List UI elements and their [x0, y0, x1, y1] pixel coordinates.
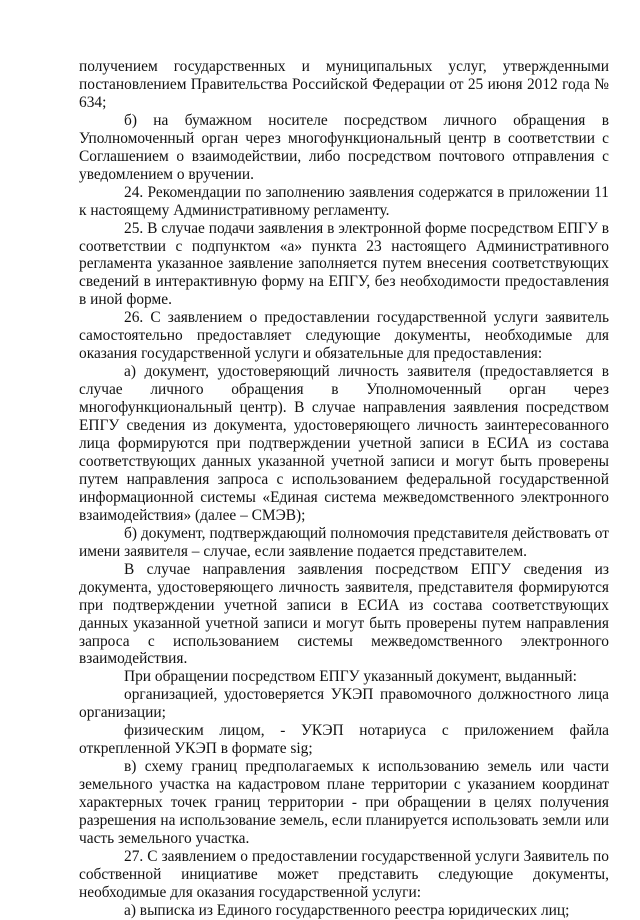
paragraph-item-b-paper: б) на бумажном носителе посредством личного обращения в Уполномоченный орган через многофункциональный центр в соответствии с Соглашением о взаимодействии, либо посредством почтового отправления с уведомлением о вручении.	[79, 111, 609, 183]
paragraph-individual: физическим лицом, - УКЭП нотариуса с приложением файла открепленной УКЭП в формате sig;	[79, 722, 609, 758]
paragraph-26-item-a: а) документ, удостоверяющий личность заявителя (предоставляется в случае личного обращения в Уполномоченный орган через многофункциональный центр). В случае направления заявления посредством ЕПГУ сведения из документа, удостоверяющего личность заинтересованного лица формируются при подтверждении учетной записи в ЕСИА из состава соответствующих данных указанной учетной записи и могут быть проверены путем направления запроса с использованием федеральной государственной информационной системы «Единая система межведомственного электронного взаимодействия» (далее – СМЭВ);	[79, 363, 609, 524]
paragraph-24: 24. Рекомендации по заполнению заявления содержатся в приложении 11 к настоящему Административному регламенту.	[79, 183, 609, 219]
paragraph-epgu-issued: При обращении посредством ЕПГУ указанный документ, выданный:	[124, 668, 577, 686]
paragraph-26-item-b: б) документ, подтверждающий полномочия представителя действовать от имени заявителя – случае, если заявление подается представителем.	[79, 524, 609, 560]
paragraph-25: 25. В случае подачи заявления в электронной форме посредством ЕПГУ в соответствии с подпунктом «а» пункта 23 настоящего Административного регламента указанное заявление заполняется путем внесения соответствующих сведений в интерактивную форму на ЕПГУ, без необходимости предоставления в иной форме.	[79, 219, 609, 309]
paragraph-27-item-a: а) выписка из Единого государственного реестра юридических лиц;	[124, 901, 570, 919]
paragraph-27: 27. С заявлением о предоставлении государственной услуги Заявитель по собственной инициативе может представить следующие документы, необходимые для оказания государственной услуги:	[79, 847, 609, 901]
document-page	[79, 58, 609, 920]
paragraph-organization: организацией, удостоверяется УКЭП правомочного должностного лица организации;	[79, 686, 609, 722]
paragraph-26: 26. С заявлением о предоставлении государственной услуги заявитель самостоятельно предоставляет следующие документы, необходимые для оказания государственной услуги и обязательные для предоставления:	[79, 309, 609, 363]
paragraph-epgu-note: В случае направления заявления посредством ЕПГУ сведения из документа, удостоверяющего личность заявителя, представителя формируются при подтверждении учетной записи в ЕСИА из состава соответствующих данных указанной учетной записи и могут быть проверены путем направления запроса с использованием системы межведомственного электронного взаимодействия.	[79, 560, 609, 668]
paragraph-26-item-v: в) схему границ предполагаемых к использованию земель или части земельного участка на кадастровом плане территории с указанием координат характерных точек границ территории - при обращении в целях получения разрешения на использование земель, если планируется использовать земли или часть земельного участка.	[79, 758, 609, 847]
paragraph-continuation: получением государственных и муниципальных услуг, утвержденными постановлением Правительства Российской Федерации от 25 июня 2012 года № 634;	[79, 58, 609, 111]
